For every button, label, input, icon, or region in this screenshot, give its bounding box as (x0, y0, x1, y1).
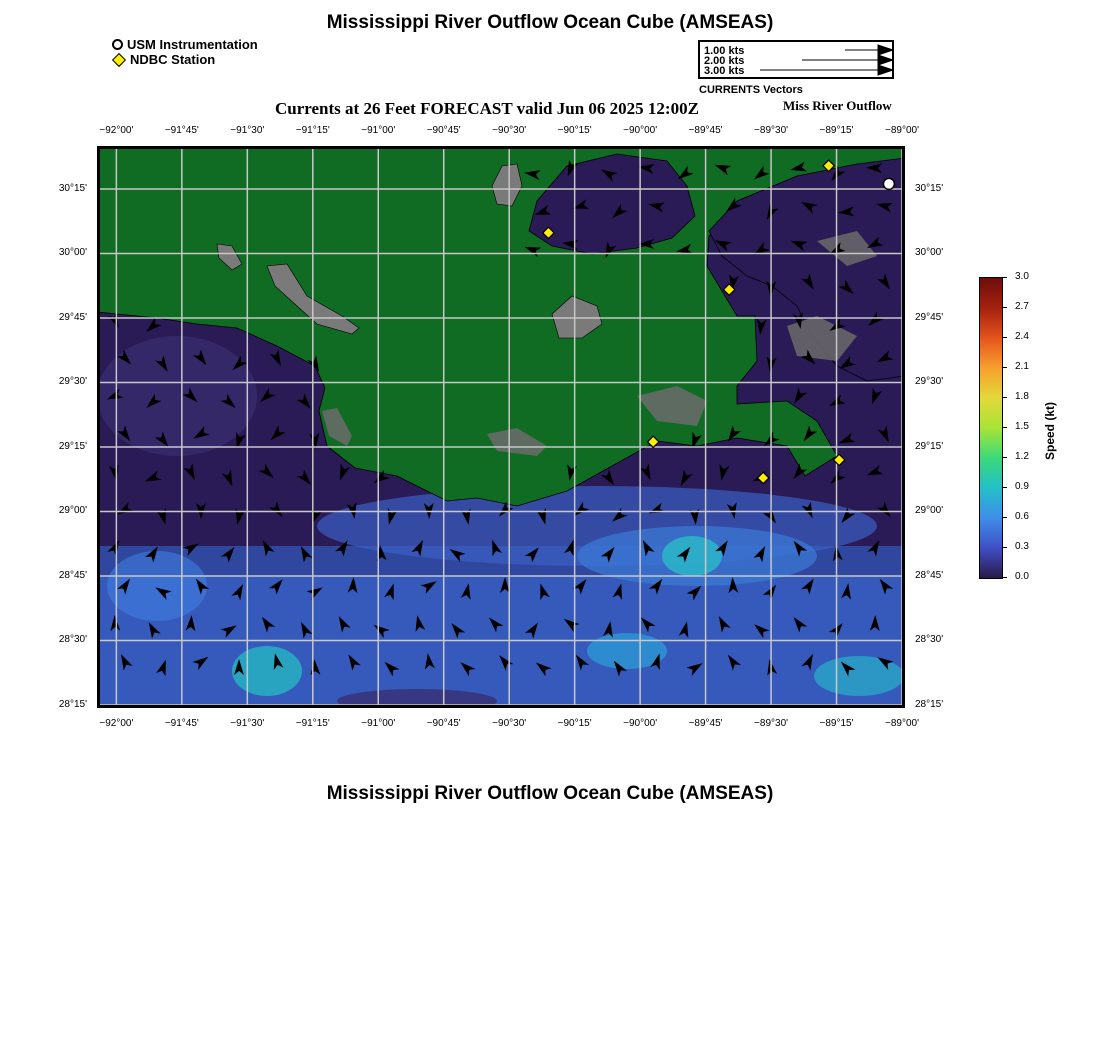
legend-usm-label: USM Instrumentation (127, 37, 258, 52)
longitude-label-bottom: −92°00' (99, 718, 134, 729)
latitude-label-right: 29°00' (915, 505, 944, 517)
colorbar-tick-mark (1002, 517, 1007, 518)
longitude-label-top: −92°00' (99, 125, 134, 136)
longitude-label-top: −90°00' (623, 125, 658, 136)
longitude-label-top: −89°30' (754, 125, 789, 136)
colorbar-tick-mark (1002, 367, 1007, 368)
colorbar-tick-mark (1002, 577, 1007, 578)
colorbar-tick-label: 0.9 (1015, 481, 1029, 492)
latitude-label-left: 29°00' (58, 505, 87, 517)
latitude-label-left: 29°45' (58, 311, 87, 323)
longitude-label-top: −91°45' (164, 125, 199, 136)
legend-usm (112, 37, 258, 52)
latitude-label-left: 28°45' (58, 569, 87, 581)
longitude-label-top: −90°15' (557, 125, 592, 136)
vector-key-arrows (700, 42, 892, 77)
speed-colorbar-gradient (980, 278, 1002, 578)
longitude-label-bottom: −89°30' (754, 718, 789, 729)
longitude-label-bottom: −91°15' (295, 718, 330, 729)
latitude-label-right: 29°15' (915, 440, 944, 452)
vector-key (698, 40, 894, 79)
colorbar-tick-mark (1002, 307, 1007, 308)
speed-colorbar (979, 277, 1003, 579)
colorbar-tick-label: 1.8 (1015, 391, 1029, 402)
vector-key-label-3: 3.00 kts (704, 65, 745, 77)
latitude-label-right: 28°15' (915, 699, 944, 710)
latitude-label-left: 30°15' (58, 182, 87, 194)
latitude-label-right: 28°45' (915, 569, 944, 581)
latitude-label-right: 30°15' (915, 182, 944, 194)
longitude-label-top: −89°45' (688, 125, 723, 136)
usm-instrumentation-marker (883, 178, 894, 189)
colorbar-tick-label: 0.0 (1015, 571, 1029, 582)
colorbar-tick-label: 2.4 (1015, 331, 1029, 342)
longitude-label-top: −90°30' (492, 125, 527, 136)
colorbar-tick-label: 1.2 (1015, 451, 1029, 462)
colorbar-tick-mark (1002, 487, 1007, 488)
colorbar-tick-mark (1002, 457, 1007, 458)
longitude-label-bottom: −89°00' (885, 718, 919, 729)
usm-instrumentation-marker-icon (112, 39, 123, 50)
latitude-label-left: 28°30' (58, 634, 87, 646)
colorbar-tick-label: 2.1 (1015, 361, 1029, 372)
region-label: Miss River Outflow (783, 98, 892, 113)
latitude-label-right: 30°00' (915, 247, 944, 259)
colorbar-tick-mark (1002, 337, 1007, 338)
colorbar-tick-label: 3.0 (1015, 271, 1029, 282)
latitude-label-left: 30°00' (58, 247, 87, 259)
longitude-label-top: −91°00' (361, 125, 396, 136)
longitude-label-top: −89°00' (885, 125, 919, 136)
colorbar-tick-label: 2.7 (1015, 301, 1029, 312)
vector-key-label-1: 1.00 kts (704, 45, 745, 57)
longitude-label-bottom: −89°45' (688, 718, 723, 729)
colorbar-tick-label: 0.3 (1015, 541, 1029, 552)
colorbar-tick-label: 0.6 (1015, 511, 1029, 522)
longitude-label-bottom: −90°45' (426, 718, 461, 729)
currents-map (97, 146, 905, 708)
colorbar-tick-mark (1002, 277, 1007, 278)
latitude-label-left: 29°15' (58, 440, 87, 452)
footer-title: Mississippi River Outflow Ocean Cube (AMSEAS) (326, 783, 774, 804)
ndbc-station-marker-icon (112, 52, 126, 66)
longitude-label-bottom: −90°15' (557, 718, 592, 729)
map-subtitle: Currents at 26 Feet FORECAST valid Jun 06 2025 12:00Z (275, 99, 699, 118)
longitude-label-bottom: −91°00' (361, 718, 396, 729)
longitude-label-top: −89°15' (819, 125, 854, 136)
longitude-label-top: −90°45' (426, 125, 461, 136)
colorbar-tick-mark (1002, 547, 1007, 548)
vector-key-caption: CURRENTS Vectors (699, 84, 803, 96)
longitude-label-top: −91°30' (230, 125, 265, 136)
latitude-label-right: 28°30' (915, 634, 944, 646)
latitude-label-left: 28°15' (58, 699, 87, 710)
longitude-label-bottom: −91°45' (164, 718, 199, 729)
latitude-label-left: 29°30' (58, 376, 87, 388)
longitude-label-top: −91°15' (295, 125, 330, 136)
colorbar-tick-mark (1002, 427, 1007, 428)
latitude-label-right: 29°45' (915, 311, 944, 323)
page-title: Mississippi River Outflow Ocean Cube (AMSEAS) (326, 12, 774, 33)
speed-colorbar-label: Speed (kt) (1043, 401, 1057, 460)
longitude-label-bottom: −89°15' (819, 718, 854, 729)
legend-ndbc (112, 52, 215, 67)
longitude-label-bottom: −90°30' (492, 718, 527, 729)
vector-key-label-2: 2.00 kts (704, 55, 745, 67)
longitude-label-bottom: −91°30' (230, 718, 265, 729)
latitude-label-right: 29°30' (915, 376, 944, 388)
longitude-label-bottom: −90°00' (623, 718, 658, 729)
legend-ndbc-label: NDBC Station (130, 52, 216, 67)
colorbar-tick-label: 1.5 (1015, 421, 1029, 432)
colorbar-tick-mark (1002, 397, 1007, 398)
